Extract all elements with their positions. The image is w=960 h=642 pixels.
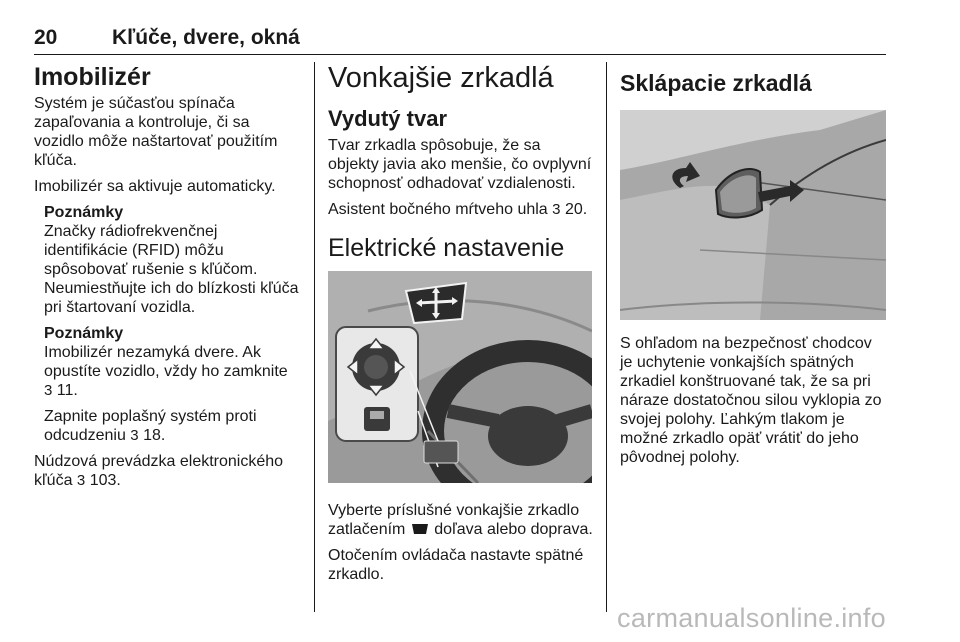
page-ref[interactable]: 18.: [143, 427, 166, 444]
note-title: Poznámky: [44, 204, 124, 221]
select-mirror-text: Vyberte príslušné vonkajšie zrkadlo zatlačením doľava alebo doprava.: [328, 502, 593, 538]
page-ref[interactable]: 103.: [89, 472, 121, 489]
chapter-title: Kľúče, dvere, okná: [112, 26, 300, 49]
column-mirrors: [328, 60, 594, 591]
page-ref-icon: 3: [44, 382, 53, 399]
column-folding-mirrors: [620, 60, 888, 474]
column-immobilizer: [34, 60, 300, 497]
page-header: [34, 26, 886, 52]
immobilizer-p2: Imobilizér sa aktivuje automaticky.: [34, 178, 276, 195]
page-ref-icon: 3: [130, 427, 139, 444]
page-ref[interactable]: 20.: [564, 201, 588, 218]
note-text: Imobilizér nezamyká dvere. Ak opustíte vozidlo, vždy ho zamknite 3 11.: [44, 344, 288, 399]
folding-mirror-illustration: [620, 110, 886, 320]
electric-heading: Elektrické nastavenie: [328, 234, 565, 262]
column-divider: [606, 62, 607, 612]
page-ref-icon: 3: [76, 472, 86, 489]
page-ref[interactable]: 11.: [56, 382, 78, 399]
blindspot-text: Asistent bočného mŕtveho uhla 3 20.: [328, 201, 588, 218]
convex-text: Tvar zrkadla spôsobuje, že sa objekty javia ako menšie, čo ovplyvní schopnosť odhadovať vzdialenosti.: [328, 137, 592, 192]
immobilizer-p1: Systém je súčasťou spínača zapaľovania a kontroluje, či sa vozidlo môže naštartovať použitím kľúča.: [34, 95, 278, 169]
mirrors-heading: Vonkajšie zrkadlá: [328, 62, 554, 94]
folding-mirror-drawing: [620, 110, 886, 320]
rotate-control-text: Otočením ovládača nastavte spätné zrkadlo.: [328, 547, 584, 583]
page-ref-icon: 3: [552, 201, 561, 218]
immobilizer-heading: Imobilizér: [34, 63, 151, 91]
page-number: 20: [34, 26, 58, 49]
note-rfid: [34, 203, 300, 445]
immobilizer-p3: Núdzová prevádzka elektronického kľúča 3 103.: [34, 453, 284, 489]
header-rule: [34, 54, 886, 55]
mirror-control-drawing: [328, 271, 592, 483]
note-text: Zapnite poplašný systém proti odcudzeniu 3 18.: [44, 408, 257, 444]
mirror-selector-icon: [410, 522, 430, 536]
convex-heading: Vydutý tvar: [328, 106, 448, 131]
folding-text: S ohľadom na bezpečnosť chodcov je uchytenie vonkajších spätných zrkadiel konštruované tak, že sa pri náraze dostatočnou silou vyklopia zo svojej polohy. Ľahkým tlakom je možné zrkadlo opäť vrátiť do jeho pôvodnej polohy.: [620, 335, 882, 466]
column-divider: [314, 62, 315, 612]
mirror-control-illustration: [328, 271, 592, 483]
note-text: Značky rádiofrekvenčnej identifikácie (RFID) môžu spôsobovať rušenie s kľúčom. Neumiestňujte ich do blízkosti kľúča pri štartovaní vozidla.: [44, 223, 299, 316]
folding-heading: Sklápacie zrkadlá: [620, 70, 812, 96]
watermark: carmanualsonline.info: [617, 603, 886, 633]
note-title: Poznámky: [44, 325, 124, 342]
